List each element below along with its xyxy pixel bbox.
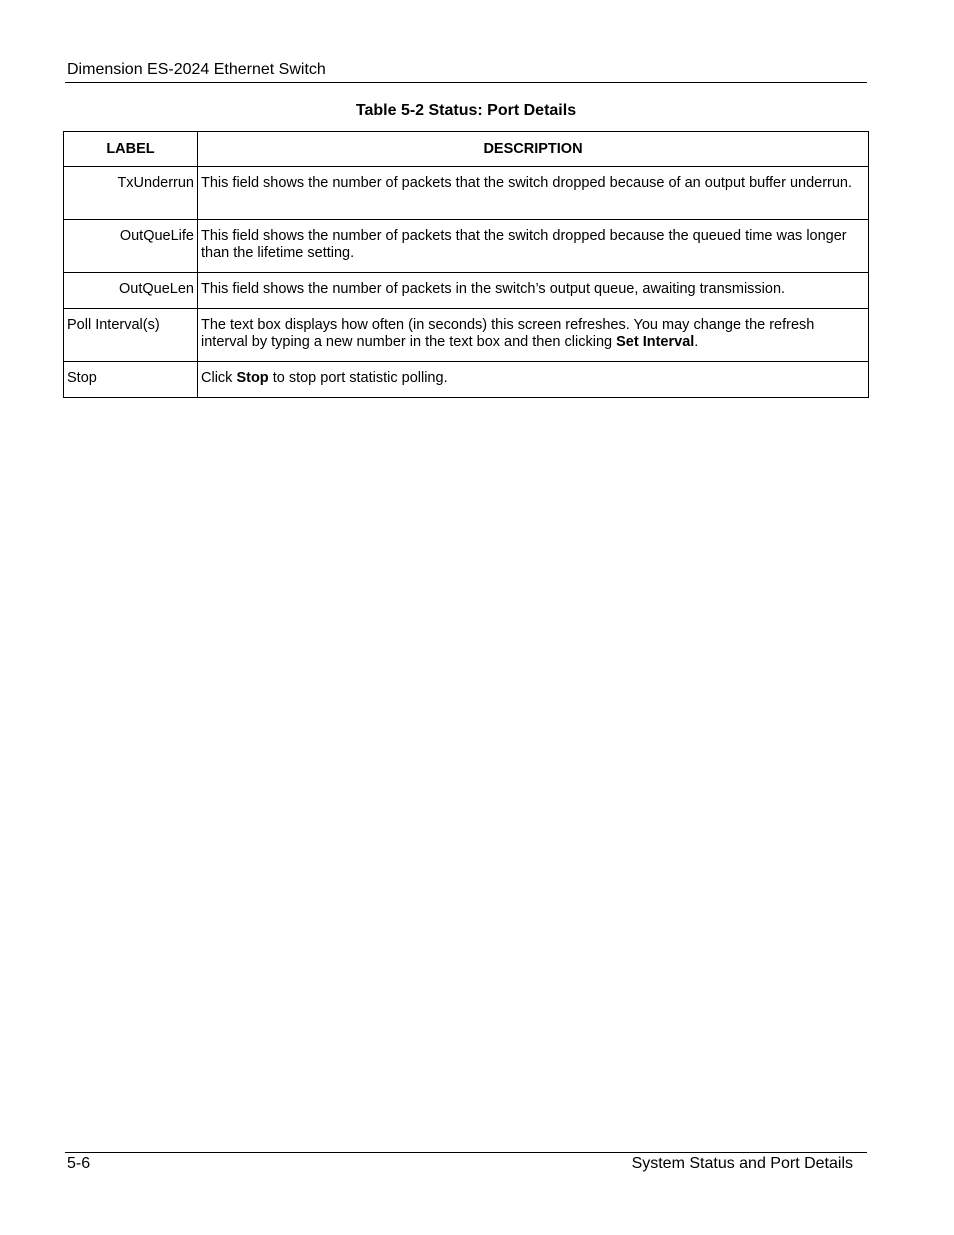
row-label: OutQueLife bbox=[64, 220, 198, 273]
table-row bbox=[64, 273, 869, 309]
row-description: This field shows the number of packets in the switch’s output queue, awaiting transmission. bbox=[198, 273, 869, 309]
document-title: Dimension ES-2024 Ethernet Switch bbox=[67, 61, 326, 78]
page-header bbox=[65, 60, 867, 83]
row-description: This field shows the number of packets that the switch dropped because the queued time was longer than the lifetime setting. bbox=[198, 220, 869, 273]
row-label: Stop bbox=[64, 362, 198, 398]
table-row bbox=[64, 309, 869, 362]
page-number: 5-6 bbox=[67, 1155, 91, 1172]
description-text: The text box displays how often (in seconds) this screen refreshes. You may change the refresh interval by typing a new number in the text box and then clicking bbox=[201, 317, 815, 350]
table-header-row bbox=[64, 132, 869, 167]
column-header-label: LABEL bbox=[64, 132, 198, 167]
row-description: This field shows the number of packets that the switch dropped because of an output buffer underrun. bbox=[198, 167, 869, 220]
row-label: Poll Interval(s) bbox=[64, 309, 198, 362]
table-row bbox=[64, 220, 869, 273]
row-description bbox=[198, 362, 869, 398]
description-text: to stop port statistic polling. bbox=[268, 370, 448, 386]
description-text: . bbox=[694, 334, 699, 350]
row-label: OutQueLen bbox=[64, 273, 198, 309]
table-row bbox=[64, 362, 869, 398]
section-title: System Status and Port Details bbox=[631, 1155, 853, 1172]
row-label: TxUnderrun bbox=[64, 167, 198, 220]
description-text: Click bbox=[201, 370, 237, 386]
table-row bbox=[64, 167, 869, 220]
description-bold-term: Set Interval bbox=[616, 334, 695, 350]
table-caption: Table 5-2 Status: Port Details bbox=[355, 102, 577, 119]
column-header-description: DESCRIPTION bbox=[198, 132, 869, 167]
row-description bbox=[198, 309, 869, 362]
description-bold-term: Stop bbox=[236, 370, 269, 386]
port-details-table bbox=[63, 131, 869, 398]
page-footer bbox=[65, 1152, 867, 1177]
